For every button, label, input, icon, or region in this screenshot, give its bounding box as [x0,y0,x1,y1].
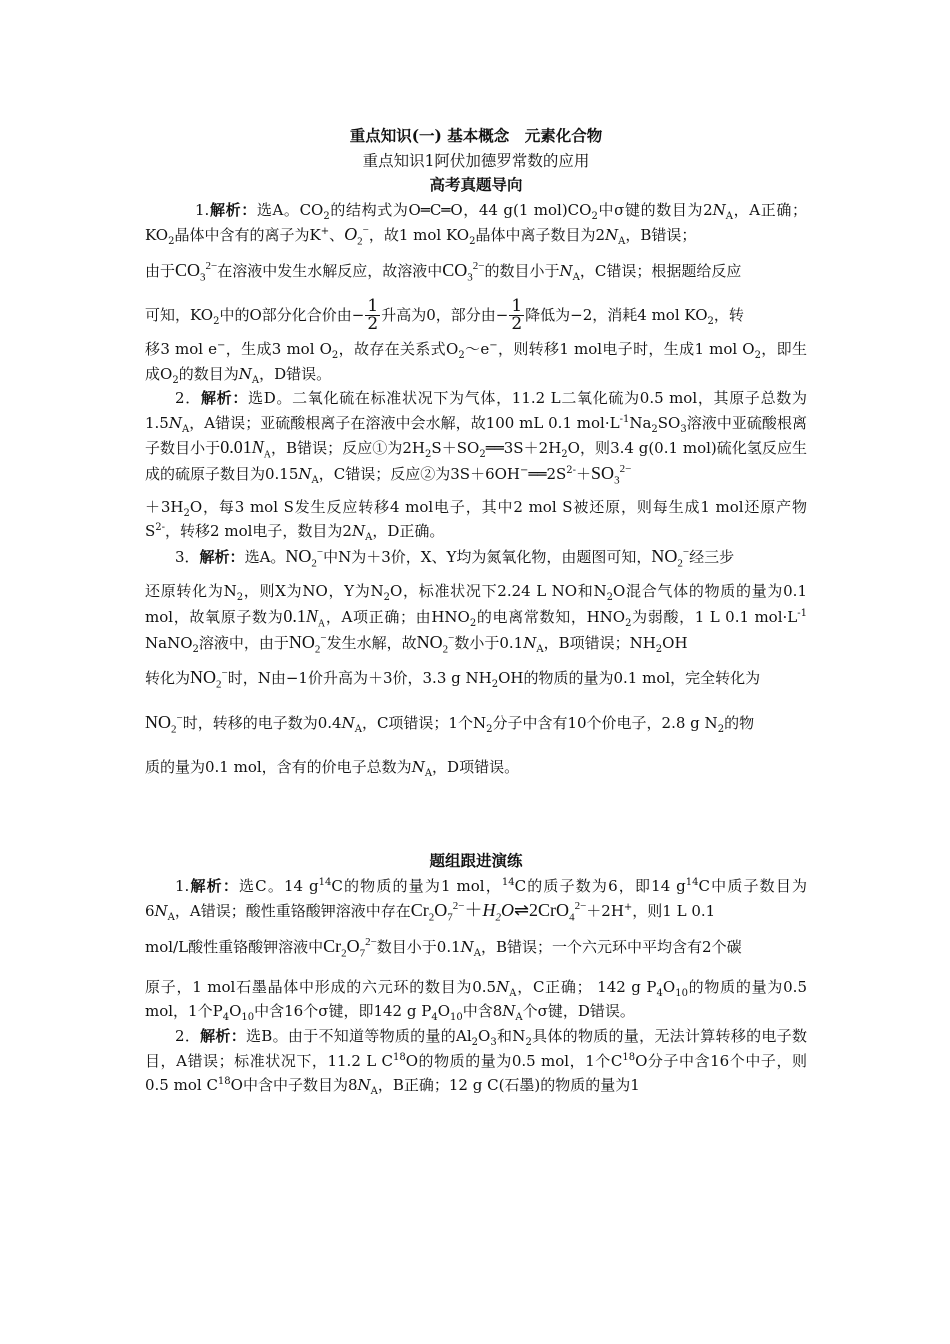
answer-paragraph: $+3H_2O$，每3 mol S发生反应转移4 mol电子，其中2 mol S被还原，则每生成1 mol还原产物$S^{2-}$，转移2 mol电子，数目为$2N_A$，D正确。 [145,497,808,544]
document-page [145,124,807,1098]
page-subtitle: 重点知识1阿伏加德罗常数的应用 [362,151,590,170]
answer-paragraph: 还原转化为$N_2$，则X为NO，Y为$N_2O$，标准状况下2.24 L NO和$N_2O$混合气体的物质的量为0.1 mol，故氧原子数为$0.1N_A$，A项正确；由$HNO_2$的电离常数知，$HNO_2$为弱酸，1 L 0.1 $mol\cdot L^{-1}$ NaNO$_2$溶液中，由于$NO_2^-$发生水解，故$NO_2^-$数小于$0.1N_A$，B项错误；$NH_2OH$ [145,582,807,656]
answer-paragraph: 移3 mol e−，生成3 mol $O_2$，故存在关系式$O_2\sim e^-$，则转移1 mol电子时，生成1 mol $O_2$，即生成$O_2$的数目为$N_A$，D错误。 [145,339,807,386]
answer-paragraph: mol/L酸性重铬酸钾溶液中$Cr_2O_7^{2-}$数目小于$0.1N_A$，B错误；一个六元环中平均含有2个碳 [145,935,742,960]
answer-paragraph: 1.解析：选A。$CO_2$的结构式为O═C═O，44 g(1 $mol)CO_2$中σ键的数目为$2N_A$，A正确；$KO_2$晶体中含有的离子为K+、$O_2^-$，故1 mol $KO_2$晶体中离子数目为$2N_A$，B错误； [145,200,807,248]
page-title: 重点知识(一) 基本概念 元素化合物 [349,126,603,145]
section-heading-practice: 题组跟进演练 [429,851,523,871]
answer-paragraph: 3．解析：选A。$NO_2^-$中N为＋3价，X、Y均为氮氧化物，由题图可知，$NO_2^-$经三步 [175,545,735,570]
answer-paragraph: 2．解析：选D。二氧化硫在标准状况下为气体，11.2 L二氧化硫为0.5 mol，其原子总数为$1.5N_A$，A错误；亚硫酸根离子在溶液中会水解，故100 mL 0.1 $mol\cdot L^{-1}Na_2SO_3$溶液中亚硫酸根离子数目小于$0.01N_A$，B错误；反应①为$2H_2S+SO_2══3S+2H_2O$，则3.4 g(0.1 mol)硫化氢反应生成的硫原子数目为$0.15N_A$，C错误；反应②为$3S+6OH^-══2S^{2-}+SO_3^{2-}$ [145,389,807,487]
answer-paragraph: 原子，1 mol石墨晶体中形成的六元环的数目为$0.5N_A$，C正确； 142 g $P_4O_{10}$的物质的量为0.5 mol，1个$P_4O_{10}$中含16个σ键，即142 g $P_4O_{10}$中含$8N_A$个σ键，D错误。 [145,977,807,1024]
answer-paragraph: 由于$CO_3^{2-}$在溶液中发生水解反应，故溶液中$CO_3^{2-}$的数目小于$N_A$，C错误；根据题给反应 [145,259,742,284]
answer-paragraph: 质的量为0.1 mol，含有的价电子总数为$N_A$，D项错误。 [145,758,520,780]
answer-paragraph: 1.解析：选C。14 $g^{14}C$的物质的量为1 mol，$^{14}$C的质子数为6，即14 $g^{14}C$中质子数目为$6N_A$，A错误；酸性重铬酸钾溶液中存在$Cr_2O_7^{2-}+H_2O\rightleftharpoons 2CrO_4^{2-}+2H^+$，则1 L 0.1 [145,876,808,924]
answer-paragraph: $NO_2^-$时，转移的电子数为$0.4N_A$，C项错误；1个$N_2$分子中含有10个价电子，2.8 g $N_2$的物 [145,712,755,736]
answer-paragraph: 转化为$NO_2^-$时，N由−1价升高为＋3价，3.3 g $NH_2OH$的物质的量为0.1 mol，完全转化为 [145,667,761,691]
answer-paragraph: 可知，$KO_2$中的O部分化合价由− $\frac{1}{2}$ 升高为0，部分由− $\frac{1}{2}$ 降低为−2，消耗4 mol $KO_2$，转 [145,296,744,335]
answer-paragraph: 2．解析：选B。由于不知道等物质的量的$Al_2O_3$和$N_2$具体的物质的量，无法计算转移的电子数目，A错误；标准状况下，11.2 L $C^{18}O$的物质的量为0.5 mol，1个$C^{18}O$分子中含16个中子，则0.5 mol $C^{18}O$中含中子数目为$8N_A$，B正确；12 g C(石墨)的物质的量为1 [145,1027,807,1098]
section-heading-gaokao: 高考真题导向 [429,175,523,195]
